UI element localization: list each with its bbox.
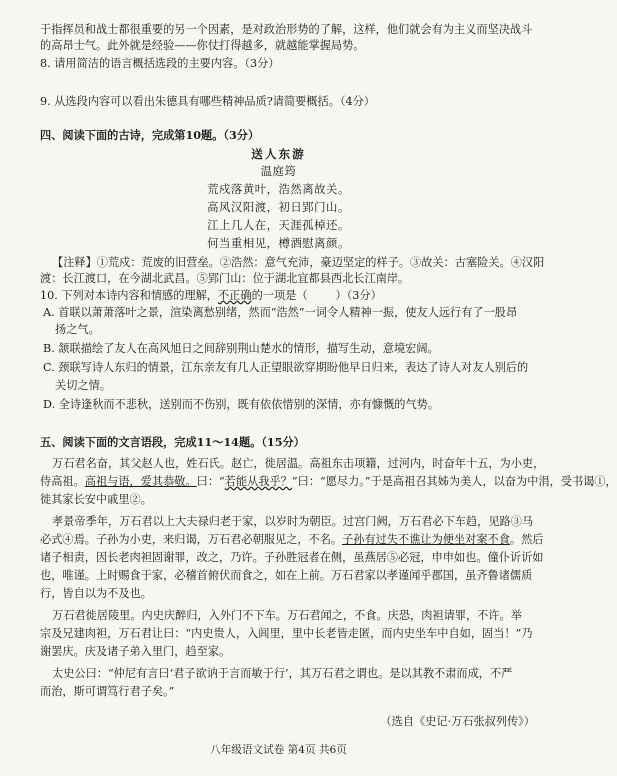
q10-stem-c: ）（3分）: [335, 289, 382, 302]
q10-emphasis: 不正确: [217, 289, 252, 302]
p1-segment-a: 侍高祖。: [40, 475, 85, 488]
question-9: 9. 从选段内容可以看出朱德具有哪些精神品质?请简要概括。（4分）: [40, 95, 375, 108]
top-paragraph-line-2: 的高昂士气。此外就是经验——你仗打得越多，就越能掌握局势。: [40, 39, 365, 52]
poem-title: 送人东游: [251, 147, 306, 161]
p2-segment-b: 。然后: [509, 533, 544, 546]
passage-p2-line-4: 也，唯谨。上时赐食于家，必稽首俯伏而食之，如在上前。万石君家以孝谨闻乎郡国，虽齐鲁诸儒质: [40, 569, 533, 582]
passage-p2-line-5: 行，皆自以为不及也。: [40, 587, 152, 600]
passage-p2-line-1: 孝景帝季年，万石君以上大夫禄归老于家，以岁时为朝臣。过宫门阙，万石君必下车趋，见路③马: [52, 515, 534, 528]
poem-author: 温庭筠: [260, 164, 297, 178]
passage-p3-line-1: 万石君徙居陵里。内史庆醉归，入外门不下车。万石君闻之，不食。庆恐，肉袒请罪，不许。举: [52, 609, 522, 622]
option-a-line-2: 扬之气。: [55, 323, 100, 336]
question-8: 8. 请用简洁的语言概括选段的主要内容。（3分）: [40, 57, 280, 70]
passage-p3-line-2: 宗及兄建肉袒，万石君让曰：“内史贵人，入闾里，里中长老皆走匿，而内史坐车中自如，固当！”乃: [40, 627, 533, 640]
poem-line-1: 荒戍落黄叶，浩然离故关。: [207, 182, 350, 196]
p1-segment-c: ”曰：“愿尽力。”于是高祖召其姊为美人，以奋为中涓，受书谒①，: [291, 475, 617, 488]
section-4-heading: 四、阅读下面的古诗，完成第10题。（3分）: [40, 128, 260, 142]
q10-stem-b: 的一项是（: [251, 289, 308, 302]
passage-p3-line-3: 谢罢庆。庆及诸子弟入里门，趋至家。: [40, 645, 231, 658]
question-10-stem: [40, 288, 539, 304]
option-c-line-2: 关切之情。: [55, 379, 111, 392]
q10-stem-a: 10. 下列对本诗内容和情感的理解，: [40, 289, 218, 302]
p1-segment-b: 曰：“: [196, 475, 225, 488]
top-paragraph-line-1: 于指挥员和战士都很重要的另一个因素，是对政治形势的了解，这样，他们就会有为主义而坚决战斗: [40, 23, 533, 36]
p1-wavy-phrase: 若能从我乎？: [224, 475, 292, 488]
option-c-line-1: C. 颈联写诗人东归的情景，江东亲友有几人正望眼欲穿期盼他早日归来，表达了诗人对友人别后的: [43, 361, 529, 374]
section-5-heading: 五、阅读下面的文言语段，完成11～14题。（15分）: [40, 435, 305, 449]
page-footer: 八年级语文试卷 第4页 共6页: [210, 744, 347, 756]
p2-segment-a: 必式④焉。子孙为小吏，来归谒，万石君必朝服见之，不名。: [40, 533, 343, 546]
poem-notes-line-2: 渡：长江渡口，在今湖北武昌。⑤郢门山：位于湖北宜都县西北长江南岸。: [40, 272, 410, 285]
poem-line-2: 高风汉阳渡，初日郢门山。: [207, 200, 350, 214]
passage-p4-line-1: 太史公曰：“仲尼有言曰‘君子欲讷于言而敏于行’，其万石君之谓也。是以其教不肃而成，不严: [52, 667, 513, 680]
poem-line-3: 江上几人在，天涯孤棹还。: [207, 218, 350, 232]
passage-p1-line-3: 徙其家长安中戚里②。: [40, 493, 152, 506]
passage-p2-line-2: [40, 532, 544, 548]
option-d: D. 全诗逢秋而不悲秋，送别而不伤别，既有依依惜别的深情，亦有慷慨的气势。: [43, 398, 440, 411]
passage-p2-line-3: 诸子相责，因长老肉袒固谢罪，改之，乃许。子孙胜冠者在侧，虽燕居⑤必冠，申申如也。僮仆䜣䜣如: [40, 551, 544, 564]
poem-notes-line-1: 【注释】①荒戍：荒废的旧营垒。②浩然：意气充沛，豪迈坚定的样子。③故关：古塞险关。④汉阳: [52, 256, 545, 269]
option-b: B. 颔联描绘了友人在高风旭日之间辞别荆山楚水的情形，描写生动，意境宏阔。: [43, 342, 439, 355]
passage-source: （选自《史记·万石张叔列传》）: [380, 715, 535, 728]
passage-p1-line-2: [40, 474, 617, 490]
passage-p1-line-1: 万石君名奋，其父赵人也，姓石氏。赵亡，徙居温。高祖东击项籍，过河内，时奋年十五，为小吏，: [52, 457, 545, 470]
p2-underlined-sentence: 子孙有过失不谯让为便坐对案不食: [342, 533, 510, 546]
poem-line-4: 何当重相见，樽酒慰离颜。: [207, 236, 350, 250]
passage-p4-line-2: 而治，斯可谓笃行君子矣。”: [40, 685, 175, 698]
p1-underlined-sentence: 高祖与语，爱其恭敬。: [84, 475, 197, 488]
option-a-line-1: A. 首联以萧萧落叶之景，渲染离愁别绪，然而“浩然”一词令人精神一振，使友人远行有了一股昂: [43, 306, 518, 319]
